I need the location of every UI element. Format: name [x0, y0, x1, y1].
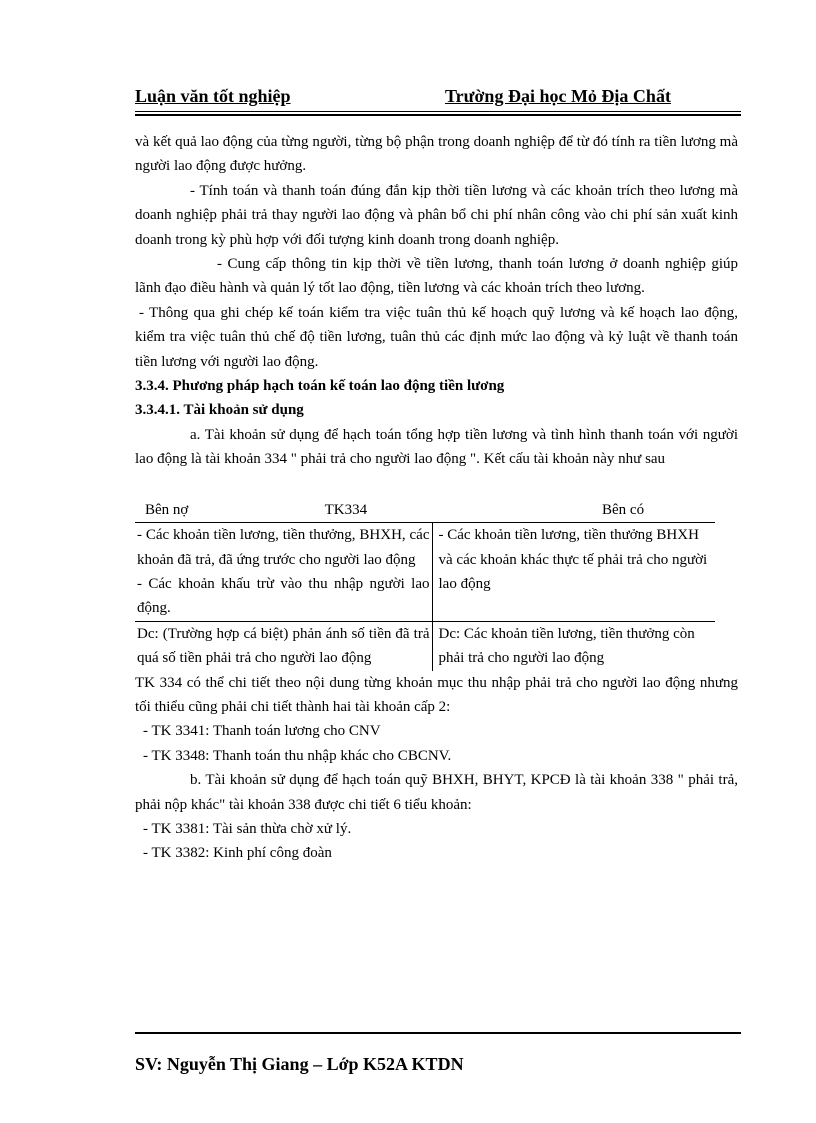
footer-rule: [135, 1032, 741, 1034]
page-footer: SV: Nguyễn Thị Giang – Lớp K52A KTDN: [135, 1054, 464, 1074]
debit-item: - Các khoản tiền lương, tiền thưởng, BHXH, các khoản đã trả, đã ứng trước cho người lao động: [137, 527, 430, 568]
paragraph: - Cung cấp thông tin kịp thời về tiền lương, thanh toán lương ở doanh nghiệp giúp lãnh đạo điều hành và quản lý tốt lao động, tiền lương và các khoản trích theo lương.: [135, 256, 738, 297]
header-thesis-title: Luận văn tốt nghiệp: [135, 86, 291, 106]
list-item: - TK 3382: Kinh phí công đoàn: [143, 845, 332, 862]
section-heading: 3.3.4. Phương pháp hạch toán kế toán lao động tiền lương: [135, 378, 505, 395]
paragraph: TK 334 có thể chi tiết theo nội dung từng khoản mục thu nhập phải trả cho người lao động nhưng tối thiểu cũng phải chi tiết thành hai tài khoản cấp 2:: [135, 674, 738, 715]
paragraph: a. Tài khoản sử dụng để hạch toán tổng hợp tiền lương và tình hình thanh toán với người lao động là tài khoản 334 " phải trả cho người lao động ". Kết cấu tài khoản này như sau: [135, 426, 738, 468]
header-university: Trường Đại học Mỏ Địa Chất: [445, 86, 671, 106]
debit-label: Bên nợ: [145, 501, 189, 518]
debit-item: - Các khoản khấu trừ vào thu nhập người lao động.: [137, 575, 430, 617]
t-table-header-row: [135, 498, 715, 523]
header-rule-thick: [135, 114, 741, 116]
header-rule-thin: [135, 111, 741, 112]
t-table-credit-balance: Dc: Các khoản tiền lương, tiền thưởng còn phải trả cho người lao động: [438, 625, 695, 667]
paragraph: - Tính toán và thanh toán đúng đắn kịp thời tiền lương và các khoản trích theo lương mà doanh nghiệp phải trả thay người lao động và phân bổ chi phí nhân công vào chi phí sản xuất kinh doanh trong kỳ phù hợp với đối tượng kinh doanh trong doanh nghiệp.: [135, 182, 738, 248]
page-content: [135, 130, 738, 866]
paragraph: b. Tài khoản sử dụng để hạch toán quỹ BHXH, BHYT, KPCĐ là tài khoản 338 " phải trả, phải nộp khác" tài khoản 338 được chi tiết 6 tiểu khoản:: [135, 772, 738, 813]
t-table-header-left: [135, 498, 432, 523]
paragraph: - Thông qua ghi chép kế toán kiểm tra việc tuân thủ kế hoạch quỹ lương và kế hoạch lao động, kiểm tra việc tuân thủ chế độ tiền lương, tuân thủ các định mức lao động và kỷ luật về thanh toán tiền lương với người lao động.: [135, 304, 738, 370]
subsection-heading: 3.3.4.1. Tài khoản sử dụng: [135, 402, 304, 419]
account-334-t-table: [135, 498, 715, 671]
list-item: - TK 3348: Thanh toán thu nhập khác cho CBCNV.: [143, 747, 452, 764]
t-table-row: [135, 523, 715, 622]
list-item: - TK 3381: Tài sản thừa chờ xử lý.: [143, 820, 352, 837]
t-table-debit-cell: [135, 523, 432, 622]
paragraph: và kết quả lao động của từng người, từng bộ phận trong doanh nghiệp để từ đó tính ra tiền lương mà người lao động được hưởng.: [135, 134, 738, 175]
credit-label: Bên có: [432, 498, 715, 523]
t-table-credit-cell: - Các khoản tiền lương, tiền thưởng BHXH và các khoản khác thực tế phải trả cho người lao động: [432, 523, 715, 622]
list-item: - TK 3341: Thanh toán lương cho CNV: [143, 723, 381, 740]
account-label: TK334: [324, 501, 368, 518]
t-table-row: [135, 621, 715, 670]
page-header: [135, 86, 740, 110]
t-table-debit-balance: Dc: (Trường hợp cá biệt) phản ánh số tiền đã trả quá số tiền phải trả cho người lao động: [135, 621, 432, 670]
